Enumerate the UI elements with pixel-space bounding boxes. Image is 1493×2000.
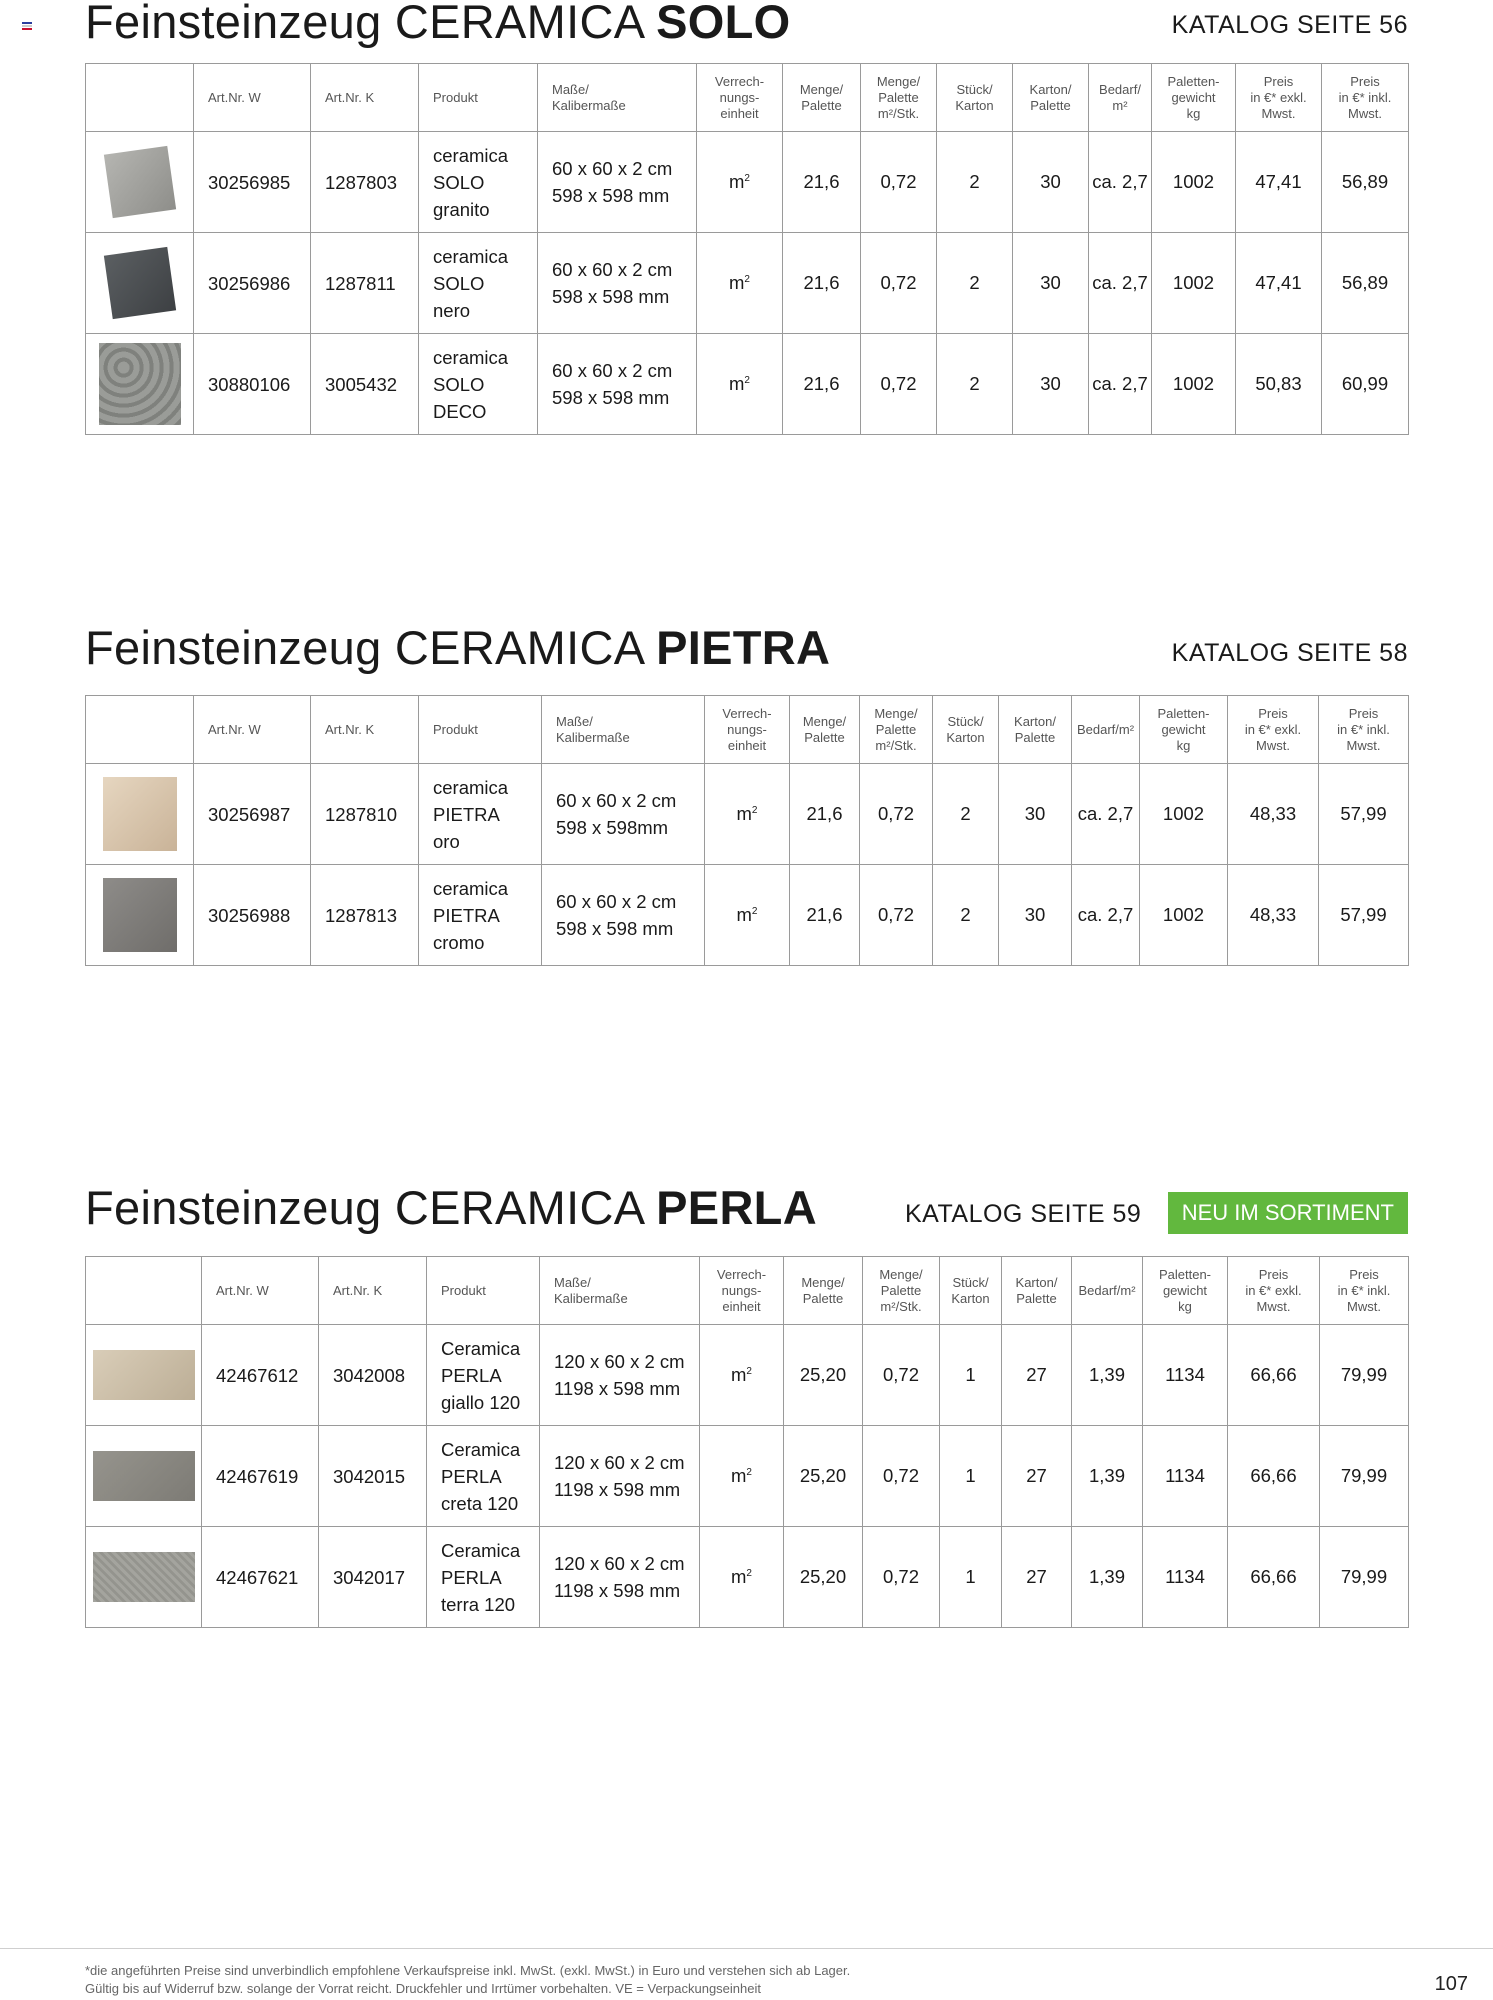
header-menge-m2: Menge/ Palette m²/Stk. xyxy=(860,696,933,764)
unit: $m^2$ xyxy=(705,764,790,865)
art-nr-k: 3042017 xyxy=(319,1527,427,1628)
qty-per-pallet: 25,20 xyxy=(784,1426,863,1527)
price-excl-vat: 47,41 xyxy=(1236,233,1322,334)
product-image-cell xyxy=(86,1325,202,1426)
cromo-tile-icon xyxy=(103,878,177,952)
header-preis-inkl: Preis in €* inkl. Mwst. xyxy=(1320,1257,1409,1325)
header-gewicht: Paletten- gewicht kg xyxy=(1152,64,1236,132)
price-excl-vat: 48,33 xyxy=(1228,764,1319,865)
price-excl-vat: 47,41 xyxy=(1236,132,1322,233)
pallet-weight: 1134 xyxy=(1143,1325,1228,1426)
product-name: Ceramica PERLA giallo 120 xyxy=(427,1325,540,1426)
header-menge: Menge/ Palette xyxy=(783,64,861,132)
product-name: ceramica SOLO granito xyxy=(419,132,538,233)
need-per-m2: 1,39 xyxy=(1072,1325,1143,1426)
cartons-per-pallet: 30 xyxy=(999,764,1072,865)
table-row xyxy=(86,865,1409,966)
price-incl-vat: 56,89 xyxy=(1322,132,1409,233)
pieces-per-carton: 1 xyxy=(940,1426,1002,1527)
cartons-per-pallet: 27 xyxy=(1002,1527,1072,1628)
price-incl-vat: 60,99 xyxy=(1322,334,1409,435)
cartons-per-pallet: 30 xyxy=(1013,334,1089,435)
art-nr-k: 1287813 xyxy=(311,865,419,966)
header-karton: Karton/ Palette xyxy=(1013,64,1089,132)
header-menge: Menge/ Palette xyxy=(790,696,860,764)
header-preis-inkl: Preis in €* inkl. Mwst. xyxy=(1322,64,1409,132)
need-per-m2: 1,39 xyxy=(1072,1426,1143,1527)
title-product-line: SOLO xyxy=(656,0,791,48)
footnote-prices: *die angeführten Preise sind unverbindlich empfohlene Verkaufspreise inkl. MwSt. (exkl. MwSt.) in Euro und verstehen sich ab Lager. xyxy=(85,1963,851,1978)
section-title xyxy=(85,620,830,675)
pallet-weight: 1002 xyxy=(1140,764,1228,865)
pallet-weight: 1002 xyxy=(1152,334,1236,435)
table-header-row xyxy=(86,64,1409,132)
product-image-cell xyxy=(86,1527,202,1628)
art-nr-k: 3005432 xyxy=(311,334,419,435)
terra-tile-icon xyxy=(93,1552,195,1602)
dimensions: 120 x 60 x 2 cm 1198 x 598 mm xyxy=(540,1527,700,1628)
title-product-line: PIETRA xyxy=(656,621,831,674)
flag-icon xyxy=(22,22,32,29)
qty-per-pallet: 21,6 xyxy=(790,764,860,865)
header-produkt: Produkt xyxy=(419,696,542,764)
header-stueck: Stück/ Karton xyxy=(933,696,999,764)
footnote-validity: Gültig bis auf Widerruf bzw. solange der Vorrat reicht. Druckfehler und Irrtümer vorbehalten. VE = Verpackungseinheit xyxy=(85,1981,761,1996)
product-name: ceramica SOLO nero xyxy=(419,233,538,334)
qty-m2-per-piece: 0,72 xyxy=(861,233,937,334)
dimensions: 60 x 60 x 2 cm 598 x 598 mm xyxy=(542,865,705,966)
title-product-line: PERLA xyxy=(656,1181,817,1234)
art-nr-w: 30256987 xyxy=(194,764,311,865)
price-incl-vat: 79,99 xyxy=(1320,1527,1409,1628)
need-per-m2: ca. 2,7 xyxy=(1089,334,1152,435)
header-image xyxy=(86,1257,202,1325)
section-title xyxy=(85,1180,817,1235)
unit: $m^2$ xyxy=(700,1426,784,1527)
unit: $m^2$ xyxy=(697,334,783,435)
table-header-row xyxy=(86,1257,1409,1325)
qty-per-pallet: 25,20 xyxy=(784,1527,863,1628)
cartons-per-pallet: 30 xyxy=(999,865,1072,966)
product-image-cell xyxy=(86,1426,202,1527)
price-incl-vat: 57,99 xyxy=(1319,865,1409,966)
header-masse: Maße/ Kalibermaße xyxy=(538,64,697,132)
header-masse: Maße/ Kalibermaße xyxy=(540,1257,700,1325)
title-prefix: Feinsteinzeug CERAMICA xyxy=(85,0,657,48)
product-image-cell xyxy=(86,233,194,334)
table-header-row xyxy=(86,696,1409,764)
art-nr-w: 42467621 xyxy=(202,1527,319,1628)
page-number: 107 xyxy=(1434,1973,1468,1995)
product-image-cell xyxy=(86,865,194,966)
title-prefix: Feinsteinzeug CERAMICA xyxy=(85,1181,657,1234)
product-table-perla xyxy=(85,1256,1409,1628)
header-karton: Karton/ Palette xyxy=(999,696,1072,764)
unit: $m^2$ xyxy=(705,865,790,966)
pallet-weight: 1134 xyxy=(1143,1426,1228,1527)
qty-per-pallet: 21,6 xyxy=(783,334,861,435)
deco-tile-icon xyxy=(99,343,181,425)
header-art-k: Art.Nr. K xyxy=(319,1257,427,1325)
header-stueck: Stück/ Karton xyxy=(937,64,1013,132)
table-row xyxy=(86,1325,1409,1426)
header-art-w: Art.Nr. W xyxy=(194,64,311,132)
unit: $m^2$ xyxy=(697,233,783,334)
katalog-reference: KATALOG SEITE 58 xyxy=(1171,639,1408,667)
qty-m2-per-piece: 0,72 xyxy=(860,764,933,865)
table-row xyxy=(86,764,1409,865)
product-image-cell xyxy=(86,132,194,233)
title-prefix: Feinsteinzeug CERAMICA xyxy=(85,621,657,674)
giallo-tile-icon xyxy=(93,1350,195,1400)
product-table-solo xyxy=(85,63,1409,435)
header-preis-exkl: Preis in €* exkl. Mwst. xyxy=(1228,696,1319,764)
header-einheit: Verrech- nungs- einheit xyxy=(705,696,790,764)
dimensions: 60 x 60 x 2 cm 598 x 598 mm xyxy=(538,334,697,435)
need-per-m2: ca. 2,7 xyxy=(1089,132,1152,233)
header-image xyxy=(86,64,194,132)
product-name: Ceramica PERLA terra 120 xyxy=(427,1527,540,1628)
price-incl-vat: 79,99 xyxy=(1320,1325,1409,1426)
product-name: ceramica PIETRA oro xyxy=(419,764,542,865)
header-produkt: Produkt xyxy=(427,1257,540,1325)
header-bedarf: Bedarf/m² xyxy=(1072,1257,1143,1325)
pieces-per-carton: 2 xyxy=(933,764,999,865)
need-per-m2: ca. 2,7 xyxy=(1072,865,1140,966)
pallet-weight: 1002 xyxy=(1140,865,1228,966)
header-art-k: Art.Nr. K xyxy=(311,64,419,132)
qty-m2-per-piece: 0,72 xyxy=(863,1426,940,1527)
header-art-w: Art.Nr. W xyxy=(194,696,311,764)
header-karton: Karton/ Palette xyxy=(1002,1257,1072,1325)
art-nr-w: 30256985 xyxy=(194,132,311,233)
header-image xyxy=(86,696,194,764)
dimensions: 60 x 60 x 2 cm 598 x 598 mm xyxy=(538,132,697,233)
product-name: ceramica PIETRA cromo xyxy=(419,865,542,966)
qty-m2-per-piece: 0,72 xyxy=(860,865,933,966)
table-row xyxy=(86,1426,1409,1527)
price-excl-vat: 66,66 xyxy=(1228,1426,1320,1527)
header-masse: Maße/ Kalibermaße xyxy=(542,696,705,764)
price-incl-vat: 57,99 xyxy=(1319,764,1409,865)
art-nr-w: 42467612 xyxy=(202,1325,319,1426)
header-art-w: Art.Nr. W xyxy=(202,1257,319,1325)
art-nr-k: 1287811 xyxy=(311,233,419,334)
katalog-reference: KATALOG SEITE 56 xyxy=(1171,11,1408,39)
header-einheit: Verrech- nungs- einheit xyxy=(697,64,783,132)
need-per-m2: 1,39 xyxy=(1072,1527,1143,1628)
qty-per-pallet: 25,20 xyxy=(784,1325,863,1426)
qty-per-pallet: 21,6 xyxy=(790,865,860,966)
price-excl-vat: 48,33 xyxy=(1228,865,1319,966)
art-nr-w: 42467619 xyxy=(202,1426,319,1527)
qty-per-pallet: 21,6 xyxy=(783,233,861,334)
header-menge-m2: Menge/ Palette m²/Stk. xyxy=(861,64,937,132)
table-row xyxy=(86,334,1409,435)
pieces-per-carton: 2 xyxy=(937,334,1013,435)
product-name: Ceramica PERLA creta 120 xyxy=(427,1426,540,1527)
cartons-per-pallet: 27 xyxy=(1002,1325,1072,1426)
price-incl-vat: 56,89 xyxy=(1322,233,1409,334)
art-nr-k: 3042015 xyxy=(319,1426,427,1527)
nero-tile-icon xyxy=(103,247,175,319)
art-nr-k: 1287803 xyxy=(311,132,419,233)
dimensions: 120 x 60 x 2 cm 1198 x 598 mm xyxy=(540,1325,700,1426)
pieces-per-carton: 1 xyxy=(940,1527,1002,1628)
cartons-per-pallet: 30 xyxy=(1013,233,1089,334)
dimensions: 60 x 60 x 2 cm 598 x 598 mm xyxy=(538,233,697,334)
pieces-per-carton: 1 xyxy=(940,1325,1002,1426)
unit: $m^2$ xyxy=(700,1527,784,1628)
katalog-reference: KATALOG SEITE 59 xyxy=(905,1200,1142,1228)
pallet-weight: 1002 xyxy=(1152,132,1236,233)
header-art-k: Art.Nr. K xyxy=(311,696,419,764)
need-per-m2: ca. 2,7 xyxy=(1072,764,1140,865)
unit: $m^2$ xyxy=(700,1325,784,1426)
dimensions: 60 x 60 x 2 cm 598 x 598mm xyxy=(542,764,705,865)
dimensions: 120 x 60 x 2 cm 1198 x 598 mm xyxy=(540,1426,700,1527)
product-table-pietra xyxy=(85,695,1409,966)
art-nr-k: 3042008 xyxy=(319,1325,427,1426)
header-preis-exkl: Preis in €* exkl. Mwst. xyxy=(1228,1257,1320,1325)
header-einheit: Verrech- nungs- einheit xyxy=(700,1257,784,1325)
need-per-m2: ca. 2,7 xyxy=(1089,233,1152,334)
unit: $m^2$ xyxy=(697,132,783,233)
oro-tile-icon xyxy=(103,777,177,851)
header-stueck: Stück/ Karton xyxy=(940,1257,1002,1325)
qty-m2-per-piece: 0,72 xyxy=(861,334,937,435)
header-bedarf: Bedarf/ m² xyxy=(1089,64,1152,132)
header-gewicht: Paletten- gewicht kg xyxy=(1140,696,1228,764)
price-incl-vat: 79,99 xyxy=(1320,1426,1409,1527)
art-nr-k: 1287810 xyxy=(311,764,419,865)
table-row xyxy=(86,1527,1409,1628)
table-row xyxy=(86,132,1409,233)
creta-tile-icon xyxy=(93,1451,195,1501)
price-excl-vat: 66,66 xyxy=(1228,1527,1320,1628)
pallet-weight: 1002 xyxy=(1152,233,1236,334)
qty-m2-per-piece: 0,72 xyxy=(861,132,937,233)
pieces-per-carton: 2 xyxy=(937,233,1013,334)
footer-divider xyxy=(0,1948,1493,1949)
header-menge-m2: Menge/ Palette m²/Stk. xyxy=(863,1257,940,1325)
art-nr-w: 30256986 xyxy=(194,233,311,334)
art-nr-w: 30880106 xyxy=(194,334,311,435)
cartons-per-pallet: 27 xyxy=(1002,1426,1072,1527)
header-preis-inkl: Preis in €* inkl. Mwst. xyxy=(1319,696,1409,764)
pieces-per-carton: 2 xyxy=(937,132,1013,233)
pieces-per-carton: 2 xyxy=(933,865,999,966)
art-nr-w: 30256988 xyxy=(194,865,311,966)
product-image-cell xyxy=(86,334,194,435)
header-produkt: Produkt xyxy=(419,64,538,132)
header-bedarf: Bedarf/m² xyxy=(1072,696,1140,764)
pallet-weight: 1134 xyxy=(1143,1527,1228,1628)
product-name: ceramica SOLO DECO xyxy=(419,334,538,435)
new-in-range-badge: NEU IM SORTIMENT xyxy=(1168,1192,1408,1234)
header-gewicht: Paletten- gewicht kg xyxy=(1143,1257,1228,1325)
price-excl-vat: 50,83 xyxy=(1236,334,1322,435)
header-menge: Menge/ Palette xyxy=(784,1257,863,1325)
header-preis-exkl: Preis in €* exkl. Mwst. xyxy=(1236,64,1322,132)
section-title xyxy=(85,0,791,49)
cartons-per-pallet: 30 xyxy=(1013,132,1089,233)
price-excl-vat: 66,66 xyxy=(1228,1325,1320,1426)
qty-per-pallet: 21,6 xyxy=(783,132,861,233)
product-image-cell xyxy=(86,764,194,865)
table-row xyxy=(86,233,1409,334)
qty-m2-per-piece: 0,72 xyxy=(863,1325,940,1426)
qty-m2-per-piece: 0,72 xyxy=(863,1527,940,1628)
granito-tile-icon xyxy=(103,146,175,218)
